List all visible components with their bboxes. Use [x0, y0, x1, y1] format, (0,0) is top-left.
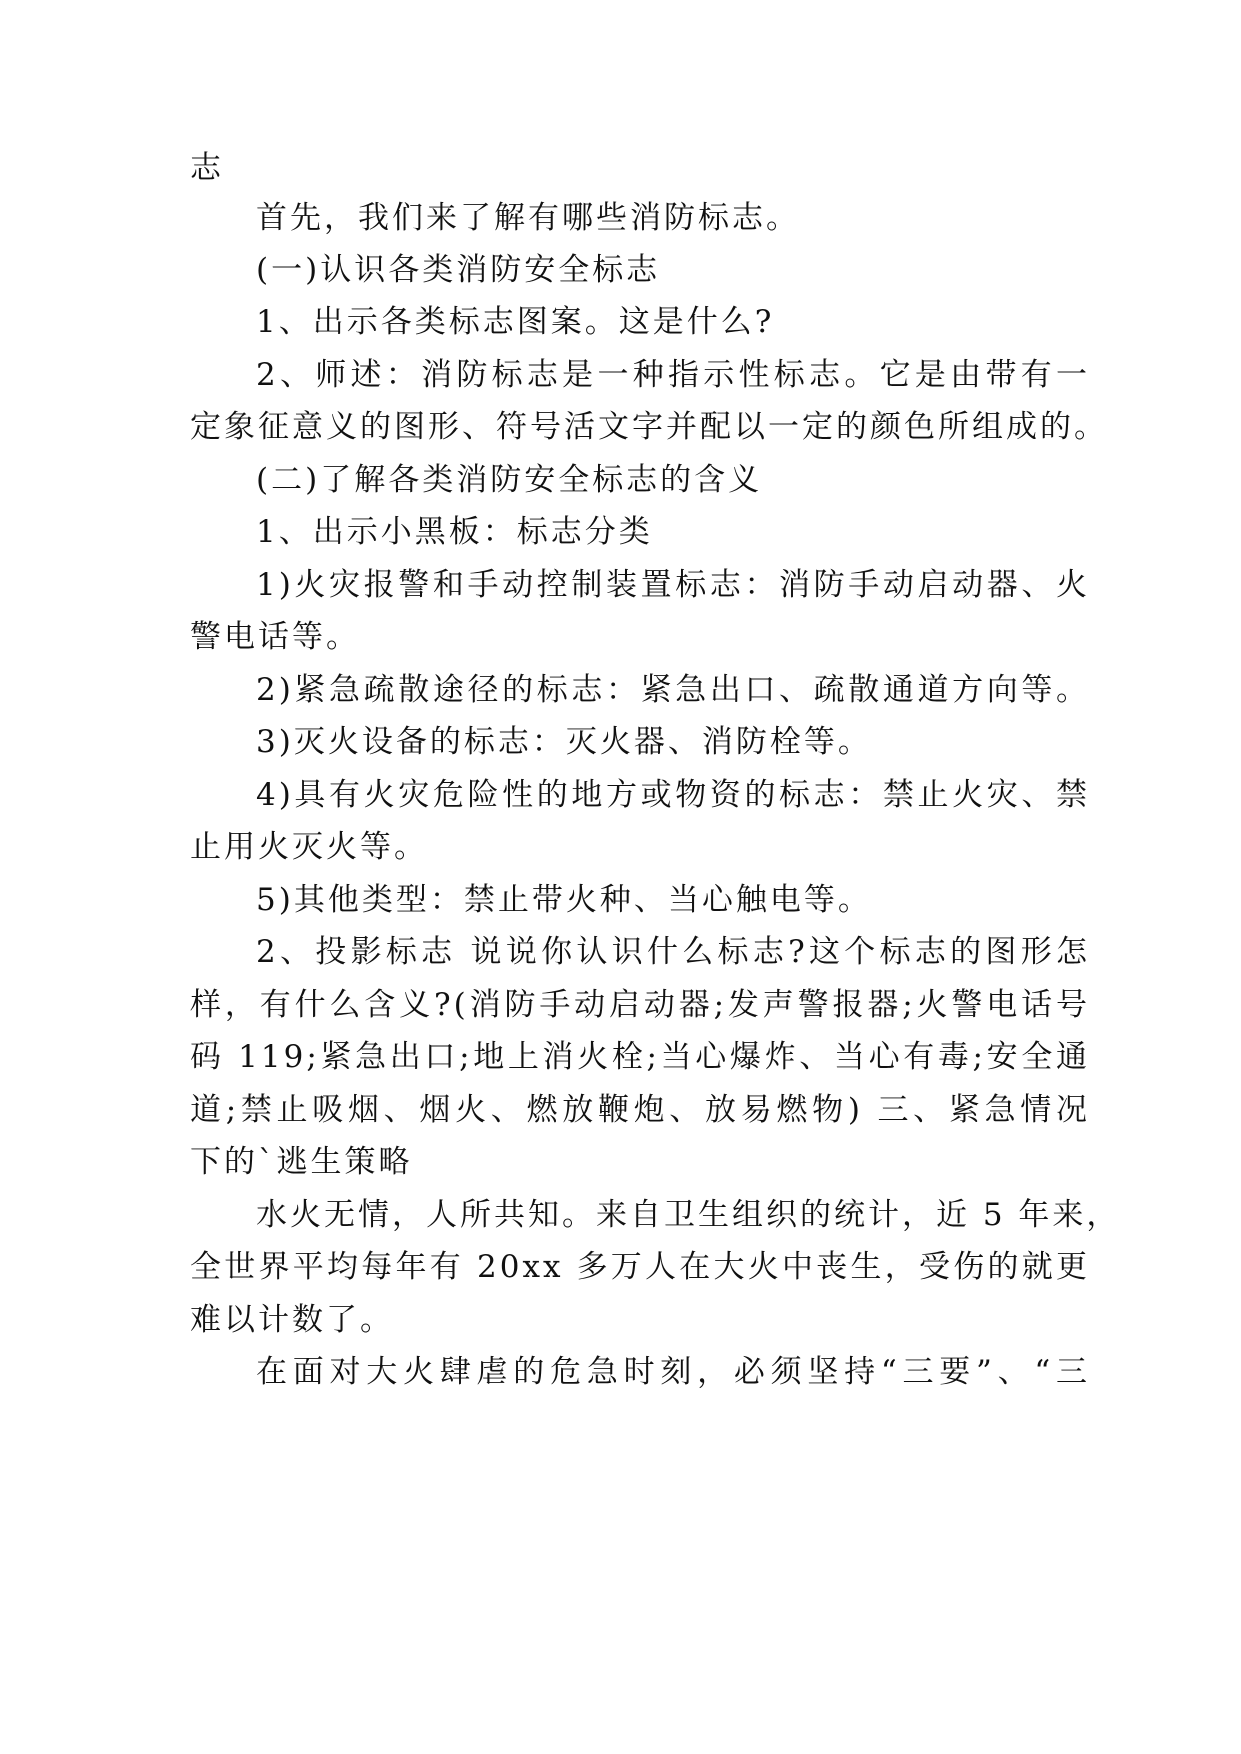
- text-line: 难以计数了。: [190, 1302, 394, 1338]
- list-item: 2、投影标志 说说你认识什么标志?这个标志的图形怎: [256, 934, 1090, 970]
- list-item: 2、师述：消防标志是一种指示性标志。它是由带有一: [256, 357, 1090, 393]
- paragraph-text: 首先，我们来了解有哪些消防标志。: [256, 200, 800, 236]
- paragraph-text: 在面对大火肆虐的危急时刻，必须坚持“三要”、“三: [256, 1354, 1090, 1390]
- list-item: 1、出示各类标志图案。这是什么?: [256, 304, 775, 340]
- text-line: 下的`逃生策略: [190, 1144, 413, 1180]
- text-line: 码 119;紧急出口;地上消火栓;当心爆炸、当心有毒;安全通: [190, 1039, 1090, 1075]
- list-item: 1)火灾报警和手动控制装置标志：消防手动启动器、火: [256, 567, 1090, 603]
- list-item: 4)具有火灾危险性的地方或物资的标志：禁止火灾、禁: [256, 777, 1090, 813]
- text-line: 样，有什么含义?(消防手动启动器;发声警报器;火警电话号: [190, 987, 1090, 1023]
- text-line: 道;禁止吸烟、烟火、燃放鞭炮、放易燃物) 三、紧急情况: [190, 1092, 1090, 1128]
- list-item: 1、出示小黑板：标志分类: [256, 514, 653, 550]
- text-line: 定象征意义的图形、符号活文字并配以一定的颜色所组成的。: [190, 409, 1108, 445]
- text-line: 全世界平均每年有 20xx 多万人在大火中丧生，受伤的就更: [190, 1249, 1090, 1285]
- text-line: 志: [190, 150, 224, 186]
- text-line: 止用火灭火等。: [190, 829, 428, 865]
- list-item: 2)紧急疏散途径的标志：紧急出口、疏散通道方向等。: [256, 672, 1090, 708]
- section-heading: (一)认识各类消防安全标志: [256, 252, 661, 288]
- section-heading: (二)了解各类消防安全标志的含义: [256, 462, 763, 498]
- list-item: 3)灭火设备的标志：灭火器、消防栓等。: [256, 724, 872, 760]
- text-line: 警电话等。: [190, 619, 360, 655]
- list-item: 5)其他类型：禁止带火种、当心触电等。: [256, 882, 872, 918]
- paragraph-text: 水火无情，人所共知。来自卫生组织的统计，近 5 年来，: [256, 1197, 1121, 1233]
